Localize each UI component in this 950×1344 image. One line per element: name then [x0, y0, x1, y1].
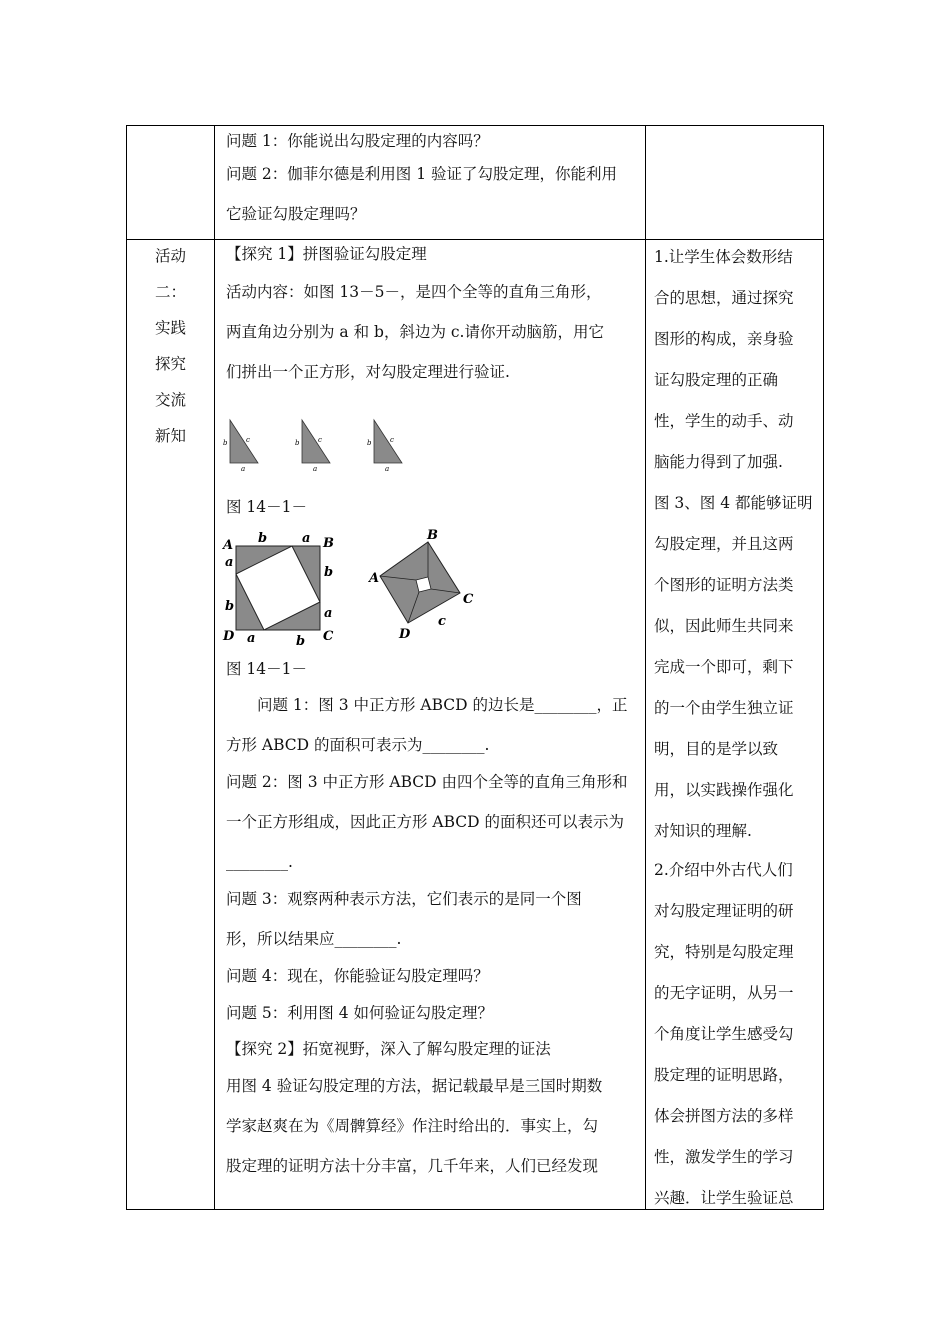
activity-content-line: 们拼出一个正方形，对勾股定理进行验证.	[226, 363, 510, 381]
vertex-label-D: D	[399, 627, 411, 642]
question-line: 方形 ABCD 的面积可表示为________.	[226, 736, 490, 754]
note-line: 似，因此师生共同来	[654, 617, 794, 635]
triangle-label-c: c	[390, 436, 394, 444]
note-line: 性，学生的动手、动	[654, 412, 794, 430]
question-line: 问题 3：观察两种表示方法，它们表示的是同一个图	[226, 890, 582, 908]
vertex-label-B: B	[427, 528, 438, 543]
triangle-label-b: b	[223, 439, 228, 447]
triangle-label-b: b	[367, 439, 372, 447]
side-label-b: b	[296, 634, 306, 649]
note-line: 对勾股定理证明的研	[654, 902, 794, 920]
triangle-label-b: b	[295, 439, 300, 447]
row-divider	[126, 239, 824, 240]
table-border-bottom	[126, 1209, 824, 1210]
note-line: 1.让学生体会数形结	[654, 248, 793, 266]
explore-2-line: 学家赵爽在为《周髀算经》作注时给出的．事实上，勾	[226, 1117, 599, 1135]
vertex-label-A: A	[369, 571, 380, 586]
explore-2-line: 用图 4 验证勾股定理的方法，据记载最早是三国时期数	[226, 1077, 603, 1095]
side-label-a: a	[225, 555, 234, 570]
note-line: 体会拼图方法的多样	[654, 1107, 794, 1125]
question-2-line-2: 它验证勾股定理吗？	[226, 205, 366, 223]
right-triangle	[367, 420, 402, 473]
side-label-c: c	[438, 614, 446, 629]
question-1: 问题 1：你能说出勾股定理的内容吗？	[226, 132, 489, 150]
note-line: 对知识的理解.	[654, 822, 752, 840]
right-triangle	[223, 420, 258, 473]
question-line: 问题 1：图 3 中正方形 ABCD 的边长是________，正	[257, 696, 628, 714]
note-line: 的无字证明，从另一	[654, 984, 794, 1002]
figure-caption: 图 14－1－	[226, 660, 308, 678]
note-line: 明，目的是学以致	[654, 740, 779, 758]
side-label-a: a	[324, 606, 333, 621]
explore-2-title: 【探究 2】拓宽视野，深入了解勾股定理的证法	[226, 1040, 551, 1058]
question-line: 问题 2：图 3 中正方形 ABCD 由四个全等的直角三角形和	[226, 773, 628, 791]
note-line: 证勾股定理的正确	[654, 371, 779, 389]
triangle-label-c: c	[318, 436, 322, 444]
vertex-label-C: C	[463, 592, 474, 607]
table-border-left	[126, 125, 127, 1210]
note-line: 股定理的证明思路，	[654, 1066, 794, 1084]
note-line: 勾股定理，并且这两	[654, 535, 794, 553]
explore-1-title: 【探究 1】拼图验证勾股定理	[226, 245, 427, 263]
right-triangle	[295, 420, 330, 473]
question-line: 问题 5：利用图 4 如何验证勾股定理？	[226, 1004, 494, 1022]
note-line: 合的思想，通过探究	[654, 289, 794, 307]
activity-content-line: 活动内容：如图 13－5－，是四个全等的直角三角形，	[226, 283, 602, 301]
activity-label-line: 活动	[155, 247, 187, 265]
note-line: 的一个由学生独立证	[654, 699, 794, 717]
square-proof-figure	[220, 525, 345, 650]
figure-caption: 图 14－1－	[226, 498, 308, 516]
note-line: 完成一个即可，剩下	[654, 658, 794, 676]
triangle-label-c: c	[246, 436, 250, 444]
table-border-right	[823, 125, 824, 1210]
note-line: 用，以实践操作强化	[654, 781, 794, 799]
question-line: 问题 4：现在，你能验证勾股定理吗？	[226, 967, 489, 985]
triangle-label-a: a	[313, 465, 318, 473]
note-line: 个角度让学生感受勾	[654, 1025, 794, 1043]
activity-label-line: 新知	[155, 427, 187, 445]
note-line: 究，特别是勾股定理	[654, 943, 794, 961]
explore-2-line: 股定理的证明方法十分丰富，几千年来，人们已经发现	[226, 1157, 599, 1175]
triangle-label-a: a	[385, 465, 390, 473]
vertex-label-C: C	[323, 629, 334, 644]
rotated-square-proof-figure	[368, 525, 480, 647]
column-divider-2	[645, 125, 646, 1210]
note-line: 图 3、图 4 都能够证明	[654, 494, 813, 512]
activity-label-line: 二：	[155, 283, 187, 301]
note-line: 兴趣．让学生验证总	[654, 1189, 794, 1207]
note-line: 个图形的证明方法类	[654, 576, 794, 594]
note-line: 2.介绍中外古代人们	[654, 861, 793, 879]
side-label-b: b	[258, 531, 268, 546]
note-line: 脑能力得到了加强.	[654, 453, 783, 471]
side-label-a: a	[302, 531, 311, 546]
activity-content-line: 两直角边分别为 a 和 b，斜边为 c.请你开动脑筋，用它	[226, 323, 604, 341]
vertex-label-B: B	[323, 536, 334, 551]
column-divider-1	[214, 125, 215, 1210]
activity-label-line: 探究	[155, 355, 187, 373]
question-line: ________.	[226, 853, 293, 871]
vertex-label-A: A	[223, 538, 234, 553]
activity-label-line: 实践	[155, 319, 187, 337]
right-triangles-figure	[220, 412, 420, 474]
activity-label-line: 交流	[155, 391, 187, 409]
side-label-b: b	[225, 599, 235, 614]
side-label-b: b	[324, 565, 334, 580]
note-line: 图形的构成，亲身验	[654, 330, 794, 348]
side-label-a: a	[247, 631, 256, 646]
question-line: 一个正方形组成，因此正方形 ABCD 的面积还可以表示为	[226, 813, 625, 831]
note-line: 性，激发学生的学习	[654, 1148, 794, 1166]
question-line: 形，所以结果应________.	[226, 930, 402, 948]
table-border-top	[126, 125, 824, 126]
question-2-line-1: 问题 2：伽菲尔德是利用图 1 验证了勾股定理，你能利用	[226, 165, 618, 183]
triangle-label-a: a	[241, 465, 246, 473]
vertex-label-D: D	[223, 629, 235, 644]
